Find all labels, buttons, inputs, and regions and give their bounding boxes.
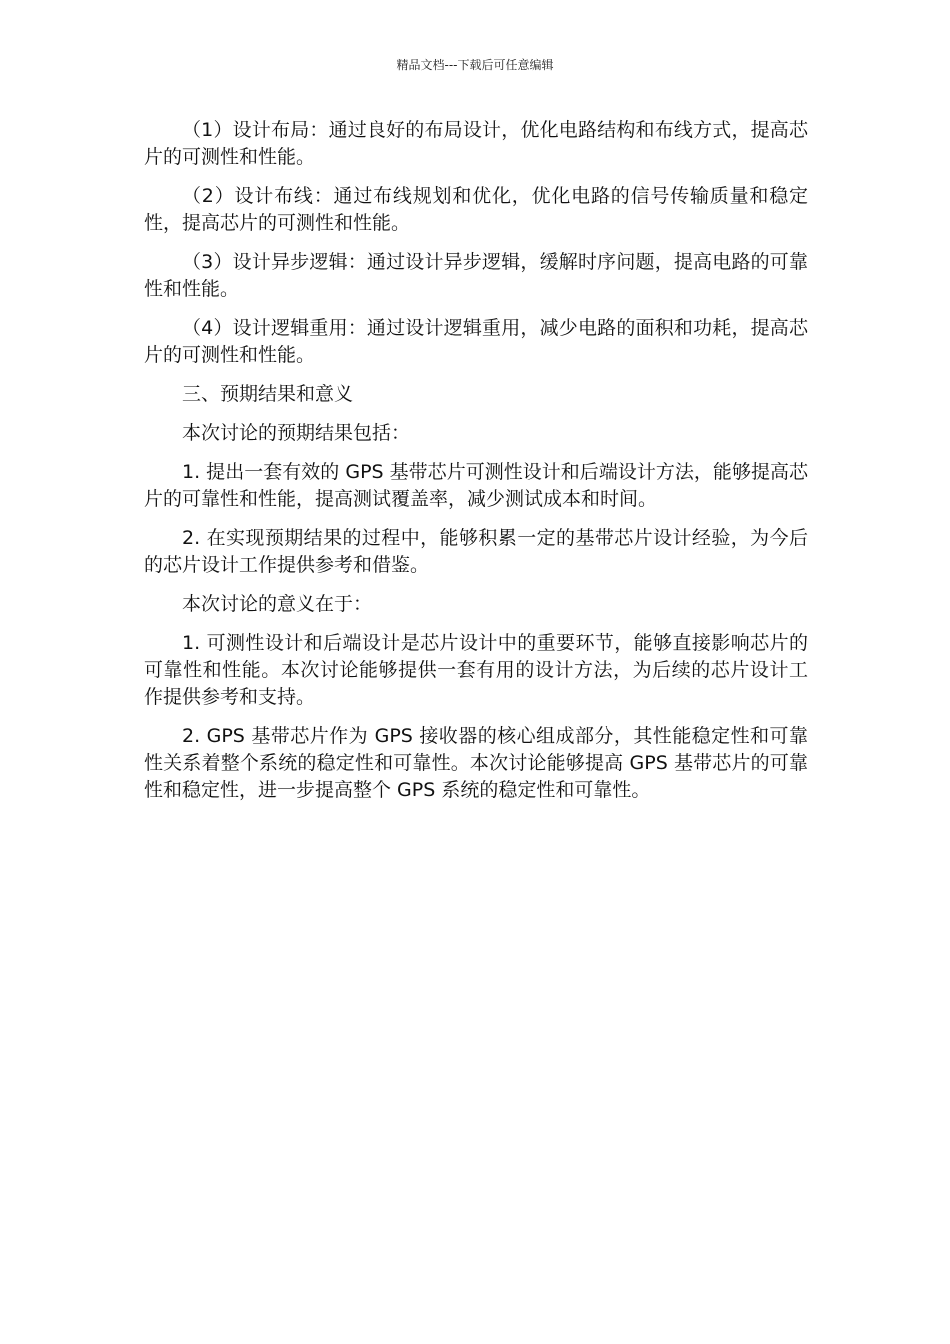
page-header: 精品文档---下载后可任意编辑: [396, 58, 554, 72]
paragraph-design-layout: （1）设计布局：通过良好的布局设计，优化电路结构和布线方式，提高芯片的可测性和性能。: [144, 119, 808, 168]
paragraph-result-2: 2. 在实现预期结果的过程中，能够积累一定的基带芯片设计经验，为今后的芯片设计工作提供参考和借鉴。: [144, 527, 808, 576]
paragraph-async-logic: （3）设计异步逻辑：通过设计异步逻辑，缓解时序问题，提高电路的可靠性和性能。: [144, 251, 808, 300]
document-body: [144, 117, 808, 816]
paragraph-result-1: 1. 提出一套有效的 GPS 基带芯片可测性设计和后端设计方法，能够提高芯片的可靠性和性能，提高测试覆盖率，减少测试成本和时间。: [144, 461, 808, 510]
paragraph-results-intro: 本次讨论的预期结果包括：: [182, 422, 411, 444]
paragraph-logic-reuse: （4）设计逻辑重用：通过设计逻辑重用，减少电路的面积和功耗，提高芯片的可测性和性能。: [144, 317, 808, 366]
paragraph-significance-intro: 本次讨论的意义在于：: [182, 593, 373, 615]
paragraph-significance-2: 2. GPS 基带芯片作为 GPS 接收器的核心组成部分，其性能稳定性和可靠性关系着整个系统的稳定性和可靠性。本次讨论能够提高 GPS 基带芯片的可靠性和稳定性，进一步提高整个 GPS 系统的稳定性和可靠性。: [144, 725, 808, 801]
section-heading-expected-results: 三、预期结果和意义: [182, 383, 354, 405]
paragraph-design-routing: （2）设计布线：通过布线规划和优化，优化电路的信号传输质量和稳定性，提高芯片的可测性和性能。: [144, 185, 808, 234]
paragraph-significance-1: 1. 可测性设计和后端设计是芯片设计中的重要环节，能够直接影响芯片的可靠性和性能。本次讨论能够提供一套有用的设计方法，为后续的芯片设计工作提供参考和支持。: [144, 632, 808, 708]
